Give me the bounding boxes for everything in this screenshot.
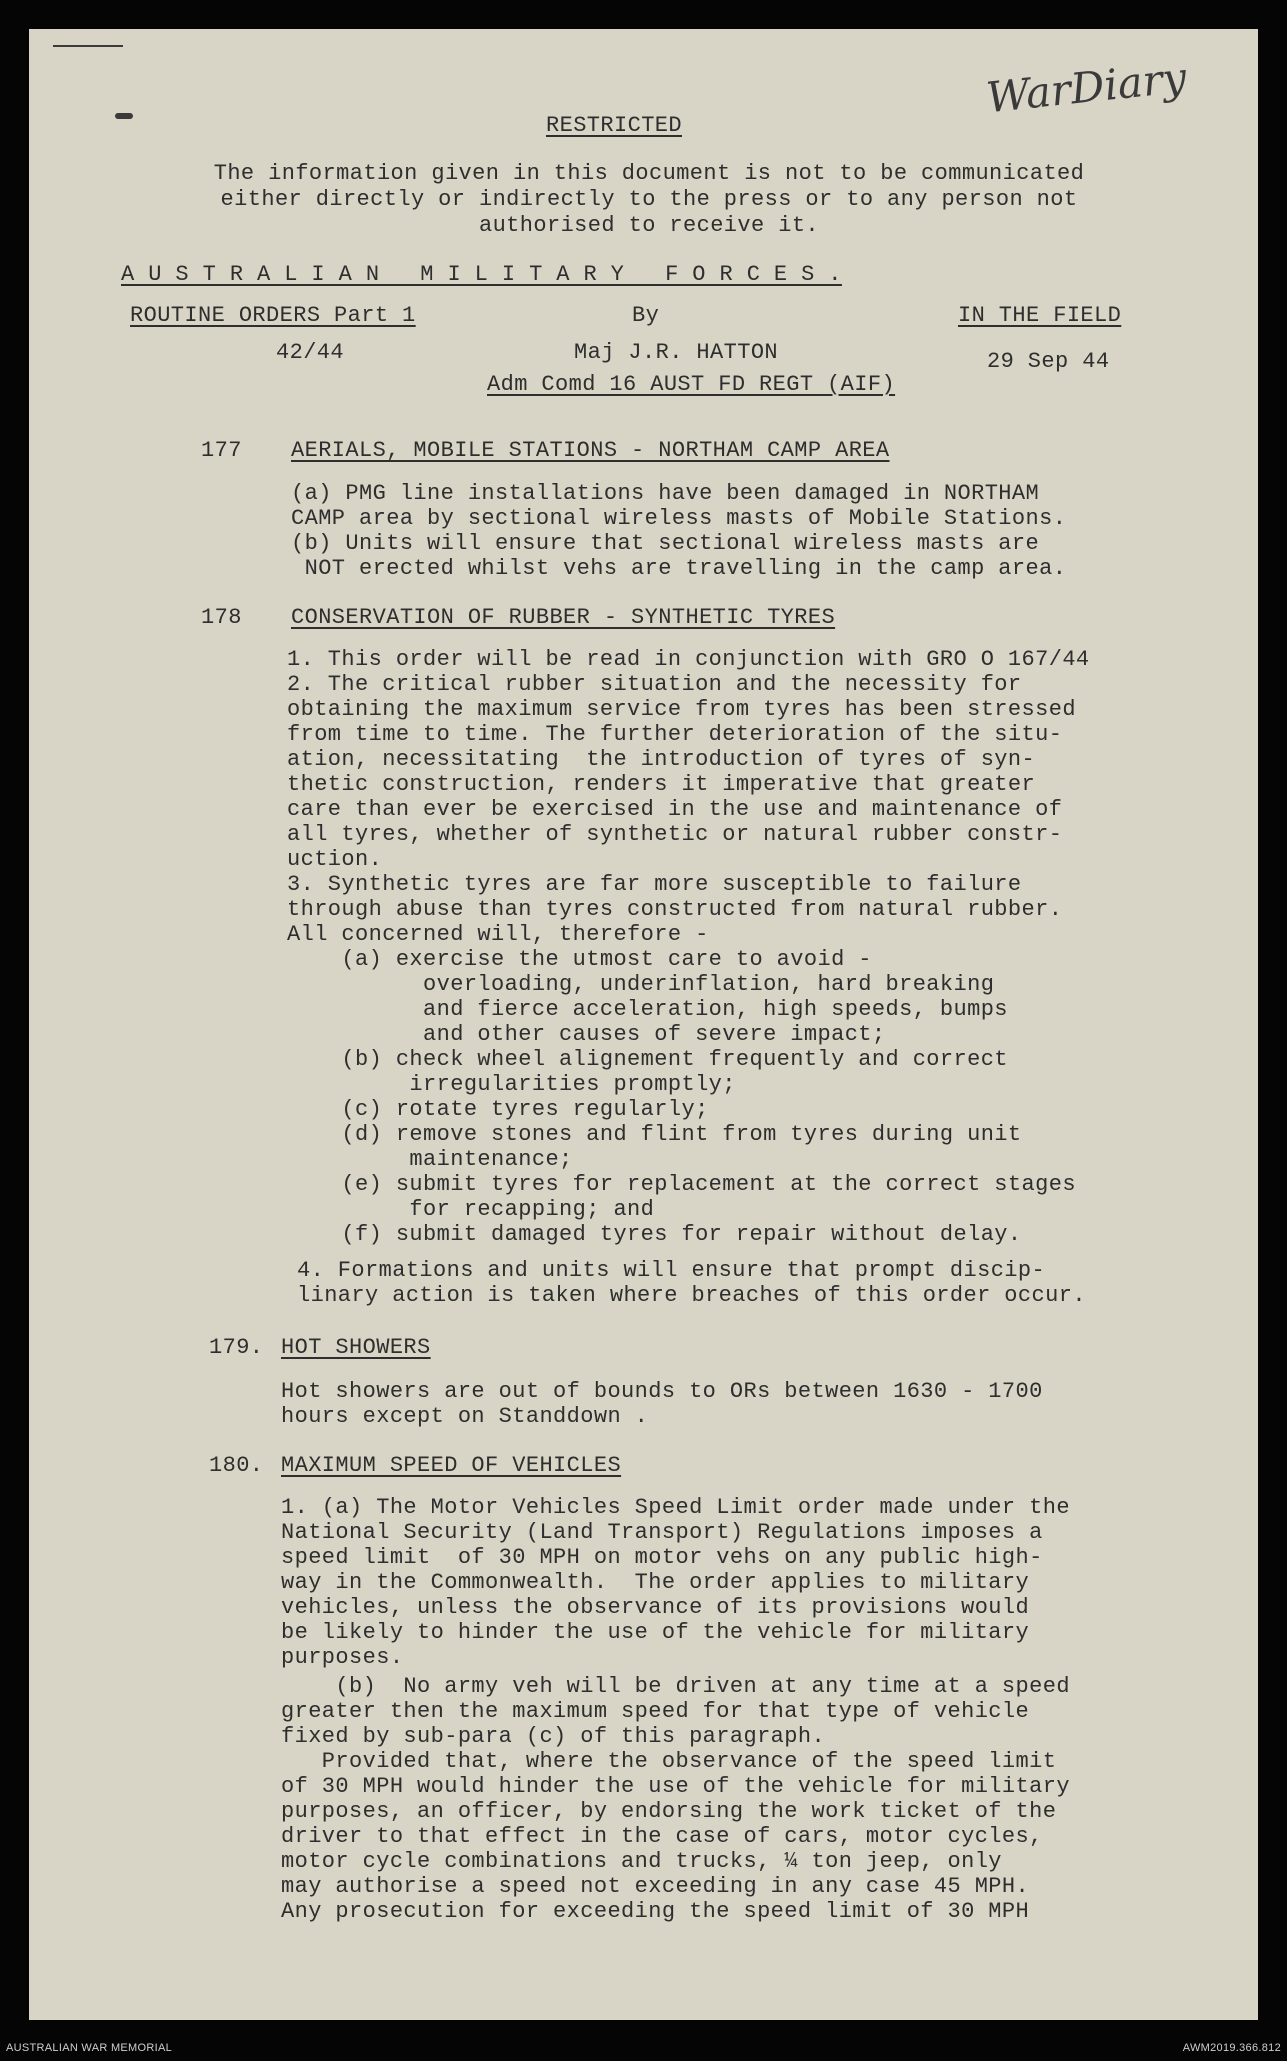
- order-line: driver to that effect in the case of cars, motor cycles,: [281, 1824, 1043, 1849]
- order-line: CAMP area by sectional wireless masts of Mobile Stations.: [291, 506, 1067, 531]
- order-line: way in the Commonwealth. The order applies to military: [281, 1570, 1030, 1595]
- header-by: By: [632, 303, 660, 328]
- order-line: All concerned will, therefore -: [287, 922, 709, 947]
- order-line: National Security (Land Transport) Regulations imposes a: [281, 1520, 1043, 1545]
- footer-accession-number: AWM2019.366.812: [1182, 2042, 1281, 2054]
- order-line: greater then the maximum speed for that type of vehicle: [281, 1699, 1030, 1724]
- order-line: (b) No army veh will be driven at any time at a speed: [281, 1674, 1070, 1699]
- order-line: (c) rotate tyres regularly;: [287, 1097, 709, 1122]
- order-line: overloading, underinflation, hard breaking: [287, 972, 995, 997]
- order-number: 178: [201, 605, 242, 630]
- order-title: CONSERVATION OF RUBBER - SYNTHETIC TYRES: [291, 605, 836, 630]
- order-line: vehicles, unless the observance of its provisions would: [281, 1595, 1030, 1620]
- order-number: 179.: [209, 1335, 264, 1360]
- corner-mark: [53, 45, 123, 47]
- order-line: Any prosecution for exceeding the speed limit of 30 MPH: [281, 1899, 1030, 1924]
- order-line: purposes, an officer, by endorsing the work ticket of the: [281, 1799, 1057, 1824]
- order-line: Hot showers are out of bounds to ORs between 1630 - 1700: [281, 1379, 1043, 1404]
- force-title: A U S T R A L I A N M I L I T A R Y F O R C E S .: [121, 262, 842, 287]
- order-line: and fierce acceleration, high speeds, bumps: [287, 997, 1008, 1022]
- order-line: 3. Synthetic tyres are far more susceptible to failure: [287, 872, 1022, 897]
- order-line: 4. Formations and units will ensure that prompt discip-: [297, 1258, 1046, 1283]
- orders-number: 42/44: [276, 340, 345, 365]
- issuing-officer: Maj J.R. HATTON: [574, 340, 779, 365]
- order-line: from time to time. The further deterioration of the situ-: [287, 722, 1063, 747]
- order-line: (a) PMG line installations have been damaged in NORTHAM: [291, 481, 1040, 506]
- order-line: thetic construction, renders it imperative that greater: [287, 772, 1036, 797]
- order-line: for recapping; and: [287, 1197, 655, 1222]
- orders-part: ROUTINE ORDERS Part 1: [130, 303, 416, 328]
- order-line: of 30 MPH would hinder the use of the vehicle for military: [281, 1774, 1070, 1799]
- header-location: IN THE FIELD: [958, 303, 1122, 328]
- order-line: (f) submit damaged tyres for repair without delay.: [287, 1222, 1022, 1247]
- order-title: HOT SHOWERS: [281, 1335, 431, 1360]
- order-number: 177: [201, 438, 242, 463]
- order-line: maintenance;: [287, 1147, 573, 1172]
- footer-credit: AUSTRALIAN WAR MEMORIAL: [6, 2042, 173, 2054]
- caveat-line: either directly or indirectly to the press or to any person not: [220, 187, 1078, 212]
- order-line: all tyres, whether of synthetic or natural rubber constr-: [287, 822, 1063, 847]
- order-line: purposes.: [281, 1645, 404, 1670]
- order-line: hours except on Standdown .: [281, 1404, 649, 1429]
- order-line: uction.: [287, 847, 383, 872]
- order-line: (a) exercise the utmost care to avoid -: [287, 947, 872, 972]
- order-number: 180.: [209, 1453, 264, 1478]
- order-line: (d) remove stones and flint from tyres during unit: [287, 1122, 1022, 1147]
- officer-appointment: Adm Comd 16 AUST FD REGT (AIF): [487, 372, 896, 397]
- order-line: motor cycle combinations and trucks, ¼ ton jeep, only: [281, 1849, 1002, 1874]
- order-line: fixed by sub-para (c) of this paragraph.: [281, 1724, 826, 1749]
- order-line: (b) check wheel alignement frequently and correct: [287, 1047, 1008, 1072]
- order-line: irregularities promptly;: [287, 1072, 736, 1097]
- document-page: [29, 29, 1258, 2020]
- order-line: and other causes of severe impact;: [287, 1022, 886, 1047]
- order-line: (b) Units will ensure that sectional wireless masts are: [291, 531, 1040, 556]
- order-line: 2. The critical rubber situation and the necessity for: [287, 672, 1022, 697]
- order-line: through abuse than tyres constructed from natural rubber.: [287, 897, 1063, 922]
- order-title: MAXIMUM SPEED OF VEHICLES: [281, 1453, 622, 1478]
- order-line: obtaining the maximum service from tyres has been stressed: [287, 697, 1076, 722]
- handwritten-annotation: WarDiary: [983, 52, 1189, 123]
- caveat-line: The information given in this document is not to be communicated: [213, 161, 1085, 186]
- order-line: may authorise a speed not exceeding in any case 45 MPH.: [281, 1874, 1030, 1899]
- order-title: AERIALS, MOBILE STATIONS - NORTHAM CAMP AREA: [291, 438, 890, 463]
- orders-date: 29 Sep 44: [987, 349, 1110, 374]
- order-line: 1. This order will be read in conjunction with GRO O 167/44: [287, 647, 1090, 672]
- order-line: ation, necessitating the introduction of tyres of syn-: [287, 747, 1036, 772]
- classification-heading: RESTRICTED: [545, 113, 683, 138]
- order-line: care than ever be exercised in the use and maintenance of: [287, 797, 1063, 822]
- order-line: (e) submit tyres for replacement at the correct stages: [287, 1172, 1076, 1197]
- caveat-line: authorised to receive it.: [478, 213, 820, 238]
- order-line: speed limit of 30 MPH on motor vehs on any public high-: [281, 1545, 1043, 1570]
- corner-mark: [115, 113, 133, 119]
- order-line: Provided that, where the observance of the speed limit: [281, 1749, 1057, 1774]
- order-line: 1. (a) The Motor Vehicles Speed Limit order made under the: [281, 1495, 1070, 1520]
- order-line: be likely to hinder the use of the vehicle for military: [281, 1620, 1030, 1645]
- order-line: linary action is taken where breaches of this order occur.: [297, 1283, 1086, 1308]
- order-line: NOT erected whilst vehs are travelling in the camp area.: [291, 556, 1067, 581]
